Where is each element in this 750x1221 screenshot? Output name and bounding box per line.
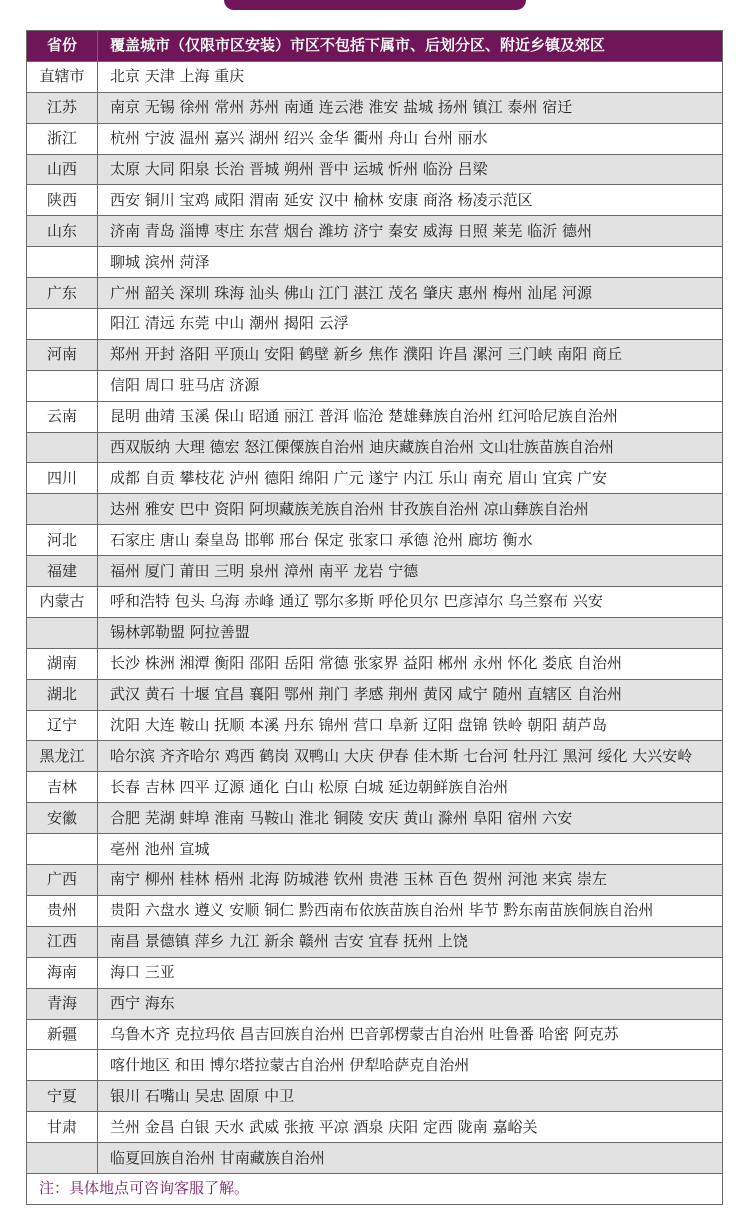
province-cell	[27, 432, 98, 463]
cities-cell: 亳州 池州 宣城	[98, 834, 723, 865]
table-row	[27, 834, 723, 865]
coverage-column-header: 覆盖城市（仅限市区安装）市区不包括下属市、后划分区、附近乡镇及郊区	[98, 31, 723, 62]
table-row	[27, 648, 723, 679]
cities-cell: 锡林郭勒盟 阿拉善盟	[98, 617, 723, 648]
province-cell	[27, 1050, 98, 1081]
province-cell: 江苏	[27, 92, 98, 123]
province-cell: 山西	[27, 154, 98, 185]
table-body	[27, 61, 723, 1204]
table-row	[27, 957, 723, 988]
cities-cell: 哈尔滨 齐齐哈尔 鸡西 鹤岗 双鸭山 大庆 伊春 佳木斯 七台河 牡丹江 黑河 绥化 大兴安岭	[98, 741, 723, 772]
table-row	[27, 587, 723, 618]
province-cell: 青海	[27, 988, 98, 1019]
table-row	[27, 1019, 723, 1050]
cities-cell: 沈阳 大连 鞍山 抚顺 本溪 丹东 锦州 营口 阜新 辽阳 盘锦 铁岭 朝阳 葫芦岛	[98, 710, 723, 741]
province-cell: 山东	[27, 216, 98, 247]
table-row	[27, 61, 723, 92]
table-row	[27, 401, 723, 432]
table-row	[27, 710, 723, 741]
cities-cell: 长沙 株洲 湘潭 衡阳 邵阳 岳阳 常德 张家界 益阳 郴州 永州 怀化 娄底 自治州	[98, 648, 723, 679]
cities-cell: 武汉 黄石 十堰 宜昌 襄阳 鄂州 荆门 孝感 荆州 黄冈 咸宁 随州 直辖区 自治州	[98, 679, 723, 710]
province-cell: 湖南	[27, 648, 98, 679]
province-cell: 浙江	[27, 123, 98, 154]
table-row	[27, 865, 723, 896]
table-row	[27, 463, 723, 494]
province-cell: 内蒙古	[27, 587, 98, 618]
cities-cell: 济南 青岛 淄博 枣庄 东营 烟台 潍坊 济宁 秦安 威海 日照 莱芜 临沂 德州	[98, 216, 723, 247]
province-cell	[27, 1143, 98, 1174]
table-row	[27, 309, 723, 340]
table-row	[27, 525, 723, 556]
table-row	[27, 617, 723, 648]
province-cell	[27, 247, 98, 278]
cities-cell: 西双版纳 大理 德宏 怒江傈僳族自治州 迪庆藏族自治州 文山壮族苗族自治州	[98, 432, 723, 463]
table-row	[27, 679, 723, 710]
cities-cell: 海口 三亚	[98, 957, 723, 988]
cities-cell: 贵阳 六盘水 遵义 安顺 铜仁 黔西南布依族苗族自治州 毕节 黔东南苗族侗族自治州	[98, 895, 723, 926]
province-cell: 福建	[27, 556, 98, 587]
cities-cell: 北京 天津 上海 重庆	[98, 61, 723, 92]
table-row	[27, 154, 723, 185]
note-row	[27, 1173, 723, 1204]
province-cell: 云南	[27, 401, 98, 432]
province-cell: 新疆	[27, 1019, 98, 1050]
province-cell: 四川	[27, 463, 98, 494]
province-cell: 黑龙江	[27, 741, 98, 772]
cities-cell: 聊城 滨州 菏泽	[98, 247, 723, 278]
province-cell: 宁夏	[27, 1081, 98, 1112]
top-tab-decoration	[224, 0, 526, 10]
cities-cell: 杭州 宁波 温州 嘉兴 湖州 绍兴 金华 衢州 舟山 台州 丽水	[98, 123, 723, 154]
table-row	[27, 278, 723, 309]
cities-cell: 兰州 金昌 白银 天水 武威 张掖 平凉 酒泉 庆阳 定西 陇南 嘉峪关	[98, 1112, 723, 1143]
province-cell: 河北	[27, 525, 98, 556]
province-cell	[27, 617, 98, 648]
cities-cell: 合肥 芜湖 蚌埠 淮南 马鞍山 淮北 铜陵 安庆 黄山 滁州 阜阳 宿州 六安	[98, 803, 723, 834]
cities-cell: 喀什地区 和田 博尔塔拉蒙古自治州 伊犁哈萨克自治州	[98, 1050, 723, 1081]
coverage-table	[26, 30, 723, 1205]
table-row	[27, 370, 723, 401]
province-cell	[27, 834, 98, 865]
province-cell: 河南	[27, 339, 98, 370]
province-cell: 直辖市	[27, 61, 98, 92]
province-cell	[27, 494, 98, 525]
table-row	[27, 988, 723, 1019]
province-cell: 陕西	[27, 185, 98, 216]
table-row	[27, 247, 723, 278]
province-cell: 江西	[27, 926, 98, 957]
table-row	[27, 123, 723, 154]
table-row	[27, 339, 723, 370]
table-row	[27, 1143, 723, 1174]
province-cell: 广西	[27, 865, 98, 896]
table-row	[27, 494, 723, 525]
table-row	[27, 432, 723, 463]
cities-cell: 银川 石嘴山 吴忠 固原 中卫	[98, 1081, 723, 1112]
cities-cell: 临夏回族自治州 甘南藏族自治州	[98, 1143, 723, 1174]
table-row	[27, 772, 723, 803]
table-row	[27, 1112, 723, 1143]
table-header-row	[27, 31, 723, 62]
table-row	[27, 803, 723, 834]
cities-cell: 信阳 周口 驻马店 济源	[98, 370, 723, 401]
table-row	[27, 895, 723, 926]
cities-cell: 南昌 景德镇 萍乡 九江 新余 赣州 吉安 宜春 抚州 上饶	[98, 926, 723, 957]
province-cell: 湖北	[27, 679, 98, 710]
province-cell: 吉林	[27, 772, 98, 803]
province-cell: 广东	[27, 278, 98, 309]
table-row	[27, 1081, 723, 1112]
table-row	[27, 92, 723, 123]
cities-cell: 西宁 海东	[98, 988, 723, 1019]
province-cell: 贵州	[27, 895, 98, 926]
table-row	[27, 556, 723, 587]
cities-cell: 太原 大同 阳泉 长治 晋城 朔州 晋中 运城 忻州 临汾 吕梁	[98, 154, 723, 185]
province-cell	[27, 370, 98, 401]
cities-cell: 阳江 清远 东莞 中山 潮州 揭阳 云浮	[98, 309, 723, 340]
cities-cell: 成都 自贡 攀枝花 泸州 德阳 绵阳 广元 遂宁 内江 乐山 南充 眉山 宜宾 广安	[98, 463, 723, 494]
cities-cell: 南京 无锡 徐州 常州 苏州 南通 连云港 淮安 盐城 扬州 镇江 泰州 宿迁	[98, 92, 723, 123]
province-cell: 安徽	[27, 803, 98, 834]
cities-cell: 西安 铜川 宝鸡 咸阳 渭南 延安 汉中 榆林 安康 商洛 杨凌示范区	[98, 185, 723, 216]
province-cell: 海南	[27, 957, 98, 988]
table-row	[27, 185, 723, 216]
note-text: 注：具体地点可咨询客服了解。	[27, 1173, 723, 1204]
cities-cell: 昆明 曲靖 玉溪 保山 昭通 丽江 普洱 临沧 楚雄彝族自治州 红河哈尼族自治州	[98, 401, 723, 432]
table-row	[27, 926, 723, 957]
cities-cell: 石家庄 唐山 秦皇岛 邯郸 邢台 保定 张家口 承德 沧州 廊坊 衡水	[98, 525, 723, 556]
province-cell: 甘肃	[27, 1112, 98, 1143]
cities-cell: 呼和浩特 包头 乌海 赤峰 通辽 鄂尔多斯 呼伦贝尔 巴彦淖尔 乌兰察布 兴安	[98, 587, 723, 618]
cities-cell: 福州 厦门 莆田 三明 泉州 漳州 南平 龙岩 宁德	[98, 556, 723, 587]
cities-cell: 乌鲁木齐 克拉玛依 昌吉回族自治州 巴音郭楞蒙古自治州 吐鲁番 哈密 阿克苏	[98, 1019, 723, 1050]
cities-cell: 达州 雅安 巴中 资阳 阿坝藏族羌族自治州 甘孜族自治州 凉山彝族自治州	[98, 494, 723, 525]
cities-cell: 郑州 开封 洛阳 平顶山 安阳 鹤壁 新乡 焦作 濮阳 许昌 漯河 三门峡 南阳 商丘	[98, 339, 723, 370]
province-cell	[27, 309, 98, 340]
province-cell: 辽宁	[27, 710, 98, 741]
table-row	[27, 1050, 723, 1081]
table-row	[27, 741, 723, 772]
cities-cell: 广州 韶关 深圳 珠海 汕头 佛山 江门 湛江 茂名 肇庆 惠州 梅州 汕尾 河源	[98, 278, 723, 309]
province-column-header: 省份	[27, 31, 98, 62]
cities-cell: 南宁 柳州 桂林 梧州 北海 防城港 钦州 贵港 玉林 百色 贺州 河池 来宾 崇左	[98, 865, 723, 896]
table-row	[27, 216, 723, 247]
cities-cell: 长春 吉林 四平 辽源 通化 白山 松原 白城 延边朝鲜族自治州	[98, 772, 723, 803]
